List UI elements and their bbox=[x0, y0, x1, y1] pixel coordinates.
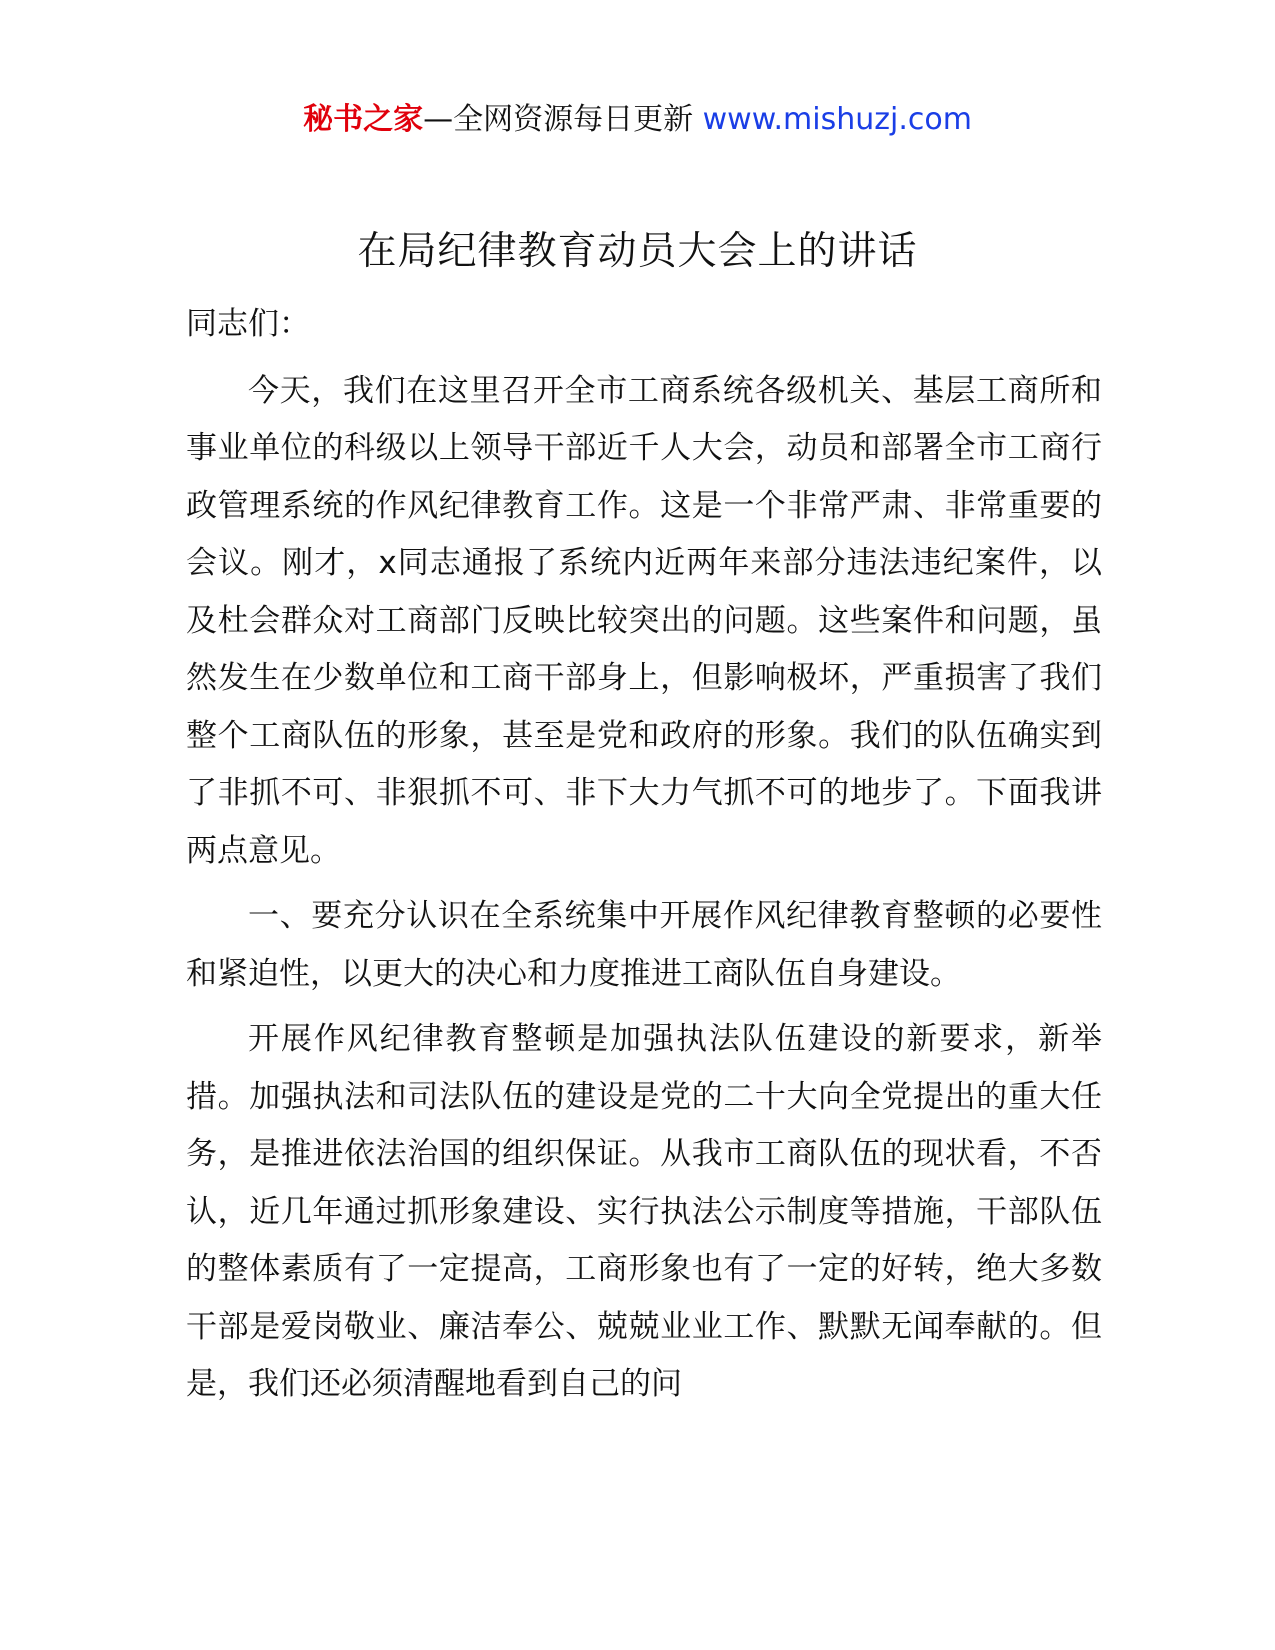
salutation: 同志们： bbox=[186, 306, 310, 342]
paragraph-1: 今天，我们在这里召开全市工商系统各级机关、基层工商所和事业单位的科级以上领导干部近千人大会，动员和部署全市工商行政管理系统的作风纪律教育工作。这是一个非常严肃、非常重要的会议。刚才，x同志通报了系统内近两年来部分违法违纪案件，以及杜会群众对工商部门反映比较突出的问题。这些案件和问题，虽然发生在少数单位和工商干部身上，但影响极坏，严重损害了我们整个工商队伍的形象，甚至是党和政府的形象。我们的队伍确实到了非抓不可、非狠抓不可、非下大力气抓不可的地步了。下面我讲两点意见。 bbox=[186, 372, 1102, 869]
document-title: 在局纪律教育动员大会上的讲话 bbox=[357, 229, 918, 274]
header-slogan: —全网资源每日更新 bbox=[423, 102, 703, 137]
paragraph-3: 开展作风纪律教育整顿是加强执法队伍建设的新要求，新举措。加强执法和司法队伍的建设是党的二十大向全党提出的重大任务，是推进依法治国的组织保证。从我市工商队伍的现状看，不否认，近几年通过抓形象建设、实行执法公示制度等措施，干部队伍的整体素质有了一定提高，工商形象也有了一定的好转，绝大多数干部是爱岗敬业、廉洁奉公、兢兢业业工作、默默无闻奉献的。但是，我们还必须清醒地看到自己的问 bbox=[186, 1021, 1102, 1402]
brand-name: 秘书之家 bbox=[303, 102, 424, 137]
site-url[interactable]: www.mishuzj.com bbox=[702, 102, 972, 137]
document-body bbox=[186, 296, 1102, 1414]
paragraph-2: 一、要充分认识在全系统集中开展作风纪律教育整顿的必要性和紧迫性，以更大的决心和力度推进工商队伍自身建设。 bbox=[186, 898, 1102, 992]
site-header bbox=[0, 98, 1275, 142]
